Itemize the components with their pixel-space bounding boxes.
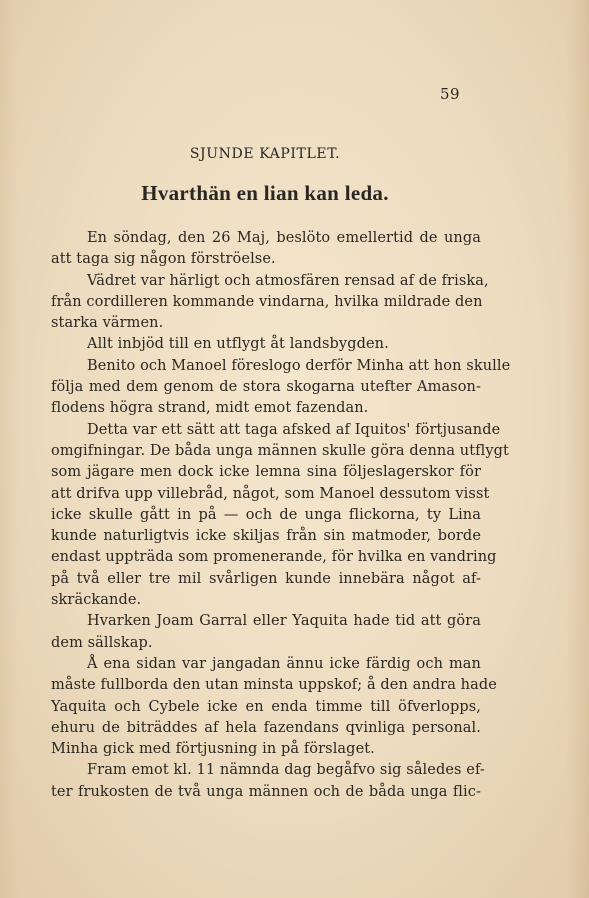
text-line: ter frukosten de två unga männen och de båda unga flic-: [51, 783, 481, 800]
page-number: 59: [440, 85, 461, 103]
text-line: som jägare men dock icke lemna sina följeslagerskor för: [51, 464, 481, 481]
text-line: ehuru de biträddes af hela fazendans qvinliga personal.: [51, 719, 481, 736]
text-line: icke skulle gått in på — och de unga flickorna, ty Lina: [51, 506, 481, 523]
text-line: flodens högra strand, midt emot fazendan.: [51, 400, 369, 417]
text-line: Fram emot kl. 11 nämnda dag begåfvo sig således ef-: [87, 762, 485, 779]
text-line: dem sällskap.: [51, 634, 153, 651]
text-line: endast uppträda som promenerande, för hvilka en vandring: [51, 549, 497, 566]
text-line: En söndag, den 26 Maj, beslöto emellertid de unga: [87, 230, 481, 246]
text-line: Å ena sidan var jangadan ännu icke färdig och man: [87, 655, 481, 672]
text-line: Detta var ett sätt att taga afsked af Iquitos' förtjusande: [87, 421, 501, 438]
text-line: på två eller tre mil svårligen kunde innebära något af-: [51, 570, 481, 587]
text-line: kunde naturligtvis icke skiljas från sin matmoder, borde: [51, 528, 481, 545]
text-line: Vädret var härligt och atmosfären rensad af de friska,: [87, 272, 489, 289]
text-line: från cordilleren kommande vindarna, hvilka mildrade den: [51, 293, 483, 310]
text-line: måste fullborda den utan minsta uppskof; å den andra hade: [51, 677, 497, 694]
text-line: starka värmen.: [51, 315, 164, 332]
body-text: [51, 228, 511, 803]
text-line: Benito och Manoel föreslogo derför Minha att hon skulle: [87, 357, 511, 374]
text-line: Yaquita och Cybele icke en enda timme till öfverlopps,: [51, 698, 481, 715]
text-line: att taga sig någon förströelse.: [51, 251, 276, 268]
text-line: att drifva upp villebråd, något, som Manoel dessutom visst: [51, 485, 490, 502]
chapter-title: SJUNDE KAPITLET.: [189, 146, 341, 162]
text-line: omgifningar. De båda unga männen skulle göra denna utflygt: [51, 442, 509, 459]
text-line: följa med dem genom de stora skogarna utefter Amason-: [51, 379, 481, 396]
text-line: Hvarken Joam Garral eller Yaquita hade tid att göra: [87, 613, 481, 630]
section-heading: Hvarthän en lian kan leda.: [141, 181, 389, 205]
text-line: Allt inbjöd till en utflygt åt landsbygden.: [87, 336, 389, 353]
text-line: Minha gick med förtjusning in på förslaget.: [51, 741, 375, 758]
text-line: skräckande.: [51, 592, 142, 609]
